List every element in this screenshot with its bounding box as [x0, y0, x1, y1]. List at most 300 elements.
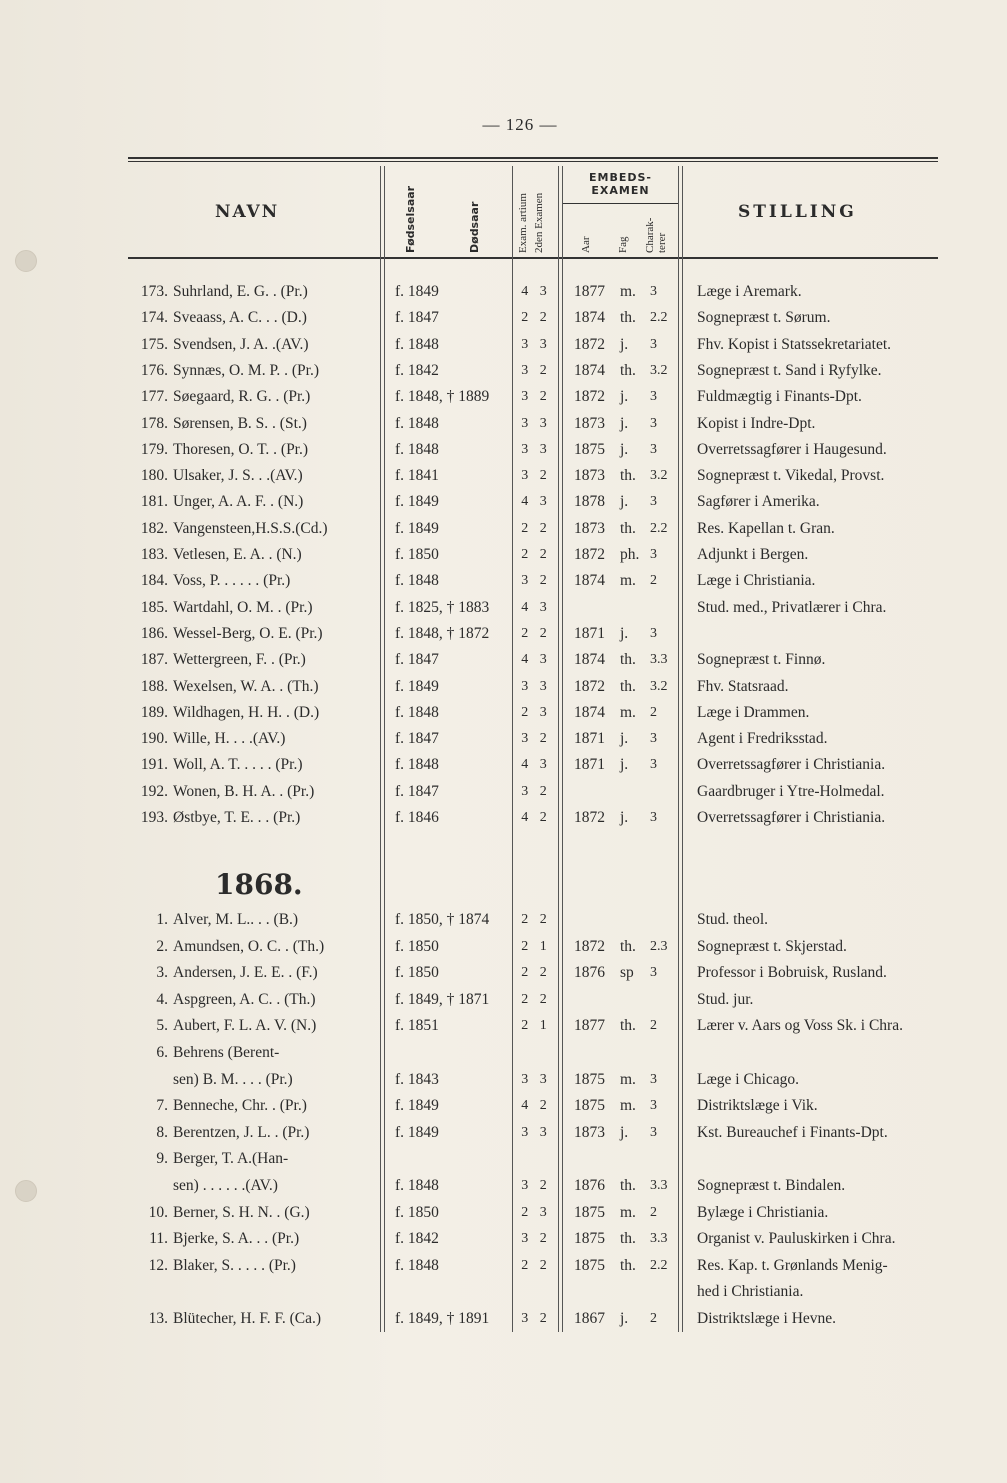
- table-row: [0, 463, 1007, 489]
- row-subject: th.: [620, 1177, 636, 1194]
- row-subject: sp: [620, 964, 634, 982]
- row-position: Stud. med., Privatlærer i Chra.: [697, 598, 887, 616]
- row-number: 11.: [149, 1230, 168, 1248]
- row-subject: th.: [620, 1017, 636, 1035]
- row-exam-grades: 3 2: [521, 362, 551, 378]
- row-exam-grades: 3 3: [521, 678, 551, 694]
- row-position: Distriktslæge i Vik.: [697, 1097, 818, 1115]
- table-row: [0, 595, 1007, 621]
- row-character: 3: [650, 965, 657, 981]
- row-subject: j.: [620, 1123, 629, 1141]
- header-charakterer: Charak- terer: [644, 217, 668, 253]
- header-fag: Fag: [617, 236, 629, 253]
- row-exam-grades: 2 1: [521, 1018, 551, 1034]
- row-character: 2.2: [650, 1257, 668, 1273]
- row-position: Stud. jur.: [697, 990, 754, 1008]
- table-row: [0, 1226, 1007, 1252]
- row-exam-year: 1872: [574, 388, 605, 406]
- row-name: Blaker, S. . . . . (Pr.): [173, 1256, 296, 1274]
- row-character: 3: [650, 1071, 657, 1087]
- row-name: Ulsaker, J. S. . .(AV.): [173, 467, 303, 485]
- row-position: Fuldmægtig i Finants-Dpt.: [697, 388, 862, 406]
- row-name: Bjerke, S. A. . . (Pr.): [173, 1230, 300, 1248]
- row-exam-year: 1872: [574, 809, 605, 826]
- row-subject: m.: [620, 1097, 636, 1115]
- row-name: Wartdahl, O. M. . (Pr.): [173, 598, 313, 616]
- row-number: 175.: [140, 335, 168, 353]
- row-position: Læge i Drammen.: [697, 703, 810, 721]
- row-name: Vetlesen, E. A. . (N.): [173, 546, 302, 563]
- row-number: 10.: [148, 1203, 168, 1221]
- row-position: Læge i Aremark.: [697, 283, 802, 300]
- row-position: Overretssagfører i Haugesund.: [697, 440, 887, 458]
- row-subject: m.: [620, 283, 636, 300]
- row-birth-death: f. 1847: [395, 651, 439, 669]
- row-subject: m.: [620, 1070, 636, 1088]
- row-exam-year: 1873: [574, 414, 605, 432]
- row-name: Alver, M. L.. . . (B.): [173, 911, 299, 928]
- row-character: 2.3: [650, 938, 668, 954]
- row-number: 186.: [140, 624, 168, 642]
- header-exam-artium: Exam. artium: [517, 193, 529, 253]
- row-exam-year: 1873: [574, 467, 605, 485]
- row-position: Adjunkt i Bergen.: [697, 546, 809, 563]
- row-exam-grades: 4 3: [521, 284, 551, 299]
- header-dodsaar: Dødsaar: [468, 201, 481, 253]
- section-year-title: 1868.: [215, 868, 303, 901]
- row-character: 2: [650, 1018, 657, 1034]
- row-birth-death: f. 1848: [395, 572, 439, 590]
- row-exam-grades: 2 2: [521, 310, 551, 326]
- row-birth-death: f. 1850, † 1874: [395, 911, 490, 928]
- table-row: [0, 489, 1007, 515]
- row-exam-grades: 3 2: [521, 731, 551, 747]
- row-subject: th.: [620, 651, 636, 669]
- row-birth-death: f. 1850: [395, 937, 439, 955]
- row-exam-year: 1876: [574, 1177, 605, 1194]
- row-position: Sognepræst t. Bindalen.: [697, 1177, 846, 1194]
- row-exam-year: 1874: [574, 651, 605, 669]
- row-birth-death: f. 1850: [395, 546, 439, 563]
- row-name: sen) . . . . . .(AV.): [173, 1177, 278, 1194]
- row-name: Wille, H. . . .(AV.): [173, 730, 286, 748]
- row-character: 3: [650, 494, 657, 510]
- header-stilling: STILLING: [738, 202, 857, 222]
- row-number: 179.: [140, 440, 168, 458]
- row-name: Wessel-Berg, O. E. (Pr.): [173, 624, 323, 642]
- table-row: [0, 1146, 1007, 1172]
- table-row: [0, 279, 1007, 305]
- row-number: 188.: [140, 677, 168, 695]
- row-position: Sognepræst t. Skjerstad.: [697, 937, 847, 955]
- row-exam-grades: 4 2: [521, 1098, 551, 1114]
- row-birth-death: f. 1843: [395, 1070, 439, 1088]
- row-birth-death: f. 1848: [395, 1256, 439, 1274]
- row-birth-death: f. 1846: [395, 809, 439, 826]
- row-birth-death: f. 1842: [395, 1230, 439, 1248]
- row-character: 3.2: [650, 362, 668, 378]
- table-row: [0, 752, 1007, 778]
- row-character: 2: [650, 1311, 657, 1326]
- table-row: [0, 384, 1007, 410]
- row-character: 3: [650, 389, 657, 405]
- row-subject: th.: [620, 1230, 636, 1248]
- row-exam-year: 1874: [574, 572, 605, 590]
- row-exam-year: 1875: [574, 1256, 605, 1274]
- row-number: 190.: [140, 730, 168, 748]
- row-number: 9.: [156, 1150, 168, 1168]
- table-row: [0, 1306, 1007, 1332]
- row-name: Søegaard, R. G. . (Pr.): [173, 388, 311, 406]
- row-exam-grades: 3 2: [521, 1231, 551, 1247]
- header-anden-examen: 2den Examen: [533, 192, 545, 253]
- row-birth-death: f. 1848: [395, 1177, 439, 1194]
- row-name: Benneche, Chr. . (Pr.): [173, 1097, 307, 1115]
- row-number: 3.: [156, 964, 168, 982]
- row-exam-year: 1871: [574, 756, 605, 774]
- table-row: [0, 934, 1007, 960]
- row-exam-grades: 3 2: [521, 783, 551, 799]
- table-row: [0, 621, 1007, 647]
- row-exam-grades: 2 2: [521, 547, 551, 562]
- row-number: 193.: [140, 809, 168, 826]
- row-name: sen) B. M. . . . (Pr.): [173, 1070, 293, 1088]
- row-exam-year: 1871: [574, 730, 605, 748]
- row-number: 182.: [140, 519, 168, 537]
- row-subject: th.: [620, 361, 636, 379]
- header-embeds-text: EMBEDS- EXAMEN: [589, 171, 652, 197]
- row-exam-year: 1872: [574, 546, 605, 563]
- row-number: 173.: [140, 283, 168, 300]
- row-exam-year: 1867: [574, 1310, 605, 1327]
- row-exam-grades: 2 2: [521, 1257, 551, 1273]
- punch-hole: [15, 250, 37, 272]
- row-birth-death: f. 1847: [395, 730, 439, 748]
- table-row: [0, 332, 1007, 358]
- row-subject: th.: [620, 309, 636, 327]
- row-birth-death: f. 1848: [395, 440, 439, 458]
- row-name: Wonen, B. H. A. . (Pr.): [173, 782, 315, 800]
- row-character: 3: [650, 625, 657, 641]
- row-subject: th.: [620, 1256, 636, 1274]
- row-number: 185.: [140, 598, 168, 616]
- row-position: Fhv. Kopist i Statssekretariatet.: [697, 335, 892, 353]
- row-birth-death: f. 1848: [395, 335, 439, 353]
- row-exam-year: 1871: [574, 624, 605, 642]
- row-subject: th.: [620, 519, 636, 537]
- row-subject: j.: [620, 414, 629, 432]
- row-name: Vangensteen,H.S.S.(Cd.): [173, 519, 328, 537]
- row-number: 183.: [140, 546, 168, 563]
- row-character: 3: [650, 415, 657, 431]
- row-character: 3.3: [650, 652, 668, 668]
- row-birth-death: f. 1849: [395, 677, 439, 695]
- row-name: Aspgreen, A. C. . (Th.): [173, 990, 316, 1008]
- row-number: 8.: [156, 1123, 168, 1141]
- row-subject: j.: [620, 388, 629, 406]
- table-row: [0, 987, 1007, 1013]
- row-number: 181.: [140, 493, 168, 511]
- row-name: Berentzen, J. L. . (Pr.): [173, 1123, 310, 1141]
- row-position: Overretssagfører i Christiania.: [697, 756, 886, 774]
- row-exam-year: 1874: [574, 361, 605, 379]
- row-number: 174.: [140, 309, 168, 327]
- row-number: 187.: [140, 651, 168, 669]
- row-birth-death: f. 1849, † 1891: [395, 1310, 490, 1327]
- row-number: 7.: [156, 1097, 168, 1115]
- row-exam-year: 1875: [574, 1070, 605, 1088]
- row-exam-grades: 2 1: [521, 938, 551, 954]
- row-name: Wildhagen, H. H. . (D.): [173, 703, 320, 721]
- table-row: [0, 779, 1007, 805]
- row-character: 3: [650, 1124, 657, 1140]
- row-number: 12.: [148, 1256, 168, 1274]
- row-number: 1.: [156, 911, 168, 928]
- row-subject: j.: [620, 1310, 629, 1327]
- row-name: Svendsen, J. A. .(AV.): [173, 335, 309, 353]
- row-birth-death: f. 1849: [395, 1123, 439, 1141]
- row-name: Østbye, T. E. . . (Pr.): [173, 809, 301, 826]
- row-position: Sognepræst t. Sørum.: [697, 309, 831, 327]
- row-exam-grades: 3 2: [521, 1311, 551, 1326]
- row-birth-death: f. 1848, † 1872: [395, 624, 490, 642]
- table-row: [0, 674, 1007, 700]
- row-birth-death: f. 1849: [395, 519, 439, 537]
- row-position: hed i Christiania.: [697, 1283, 804, 1301]
- row-position: Stud. theol.: [697, 911, 769, 928]
- row-exam-grades: 4 3: [521, 757, 551, 773]
- row-exam-year: 1874: [574, 309, 605, 327]
- row-birth-death: f. 1849: [395, 1097, 439, 1115]
- row-exam-year: 1873: [574, 1123, 605, 1141]
- row-character: 3.2: [650, 468, 668, 484]
- row-position: Distriktslæge i Hevne.: [697, 1310, 837, 1327]
- table-row: [0, 1253, 1007, 1279]
- row-exam-grades: 2 2: [521, 965, 551, 981]
- row-exam-grades: 2 3: [521, 1204, 551, 1220]
- row-exam-year: 1872: [574, 937, 605, 955]
- row-number: 192.: [140, 782, 168, 800]
- row-birth-death: f. 1849: [395, 283, 439, 300]
- table-row: [0, 305, 1007, 331]
- header-fodselsaar: Fødselsaar: [404, 185, 417, 253]
- row-birth-death: f. 1825, † 1883: [395, 598, 490, 616]
- row-birth-death: f. 1849: [395, 493, 439, 511]
- row-character: 3.3: [650, 1178, 668, 1193]
- row-character: 3: [650, 810, 657, 825]
- row-exam-grades: 3 2: [521, 1178, 551, 1193]
- row-subject: j.: [620, 624, 629, 642]
- row-subject: th.: [620, 937, 636, 955]
- row-exam-grades: 2 3: [521, 704, 551, 720]
- header-embeds-examen: [568, 171, 673, 197]
- row-position: Sognepræst t. Finnø.: [697, 651, 826, 669]
- row-birth-death: f. 1847: [395, 782, 439, 800]
- row-exam-grades: 4 2: [521, 810, 551, 825]
- row-exam-grades: 2 2: [521, 625, 551, 641]
- row-subject: th.: [620, 467, 636, 485]
- row-character: 2: [650, 573, 657, 589]
- row-exam-grades: 3 3: [521, 415, 551, 431]
- table-row: [0, 805, 1007, 831]
- row-position: Fhv. Statsraad.: [697, 677, 789, 695]
- row-exam-year: 1875: [574, 1097, 605, 1115]
- table-row: [0, 700, 1007, 726]
- row-position: Kopist i Indre-Dpt.: [697, 414, 816, 432]
- row-birth-death: f. 1848: [395, 414, 439, 432]
- row-number: 4.: [156, 990, 168, 1008]
- table-row: [0, 516, 1007, 542]
- row-number: 178.: [140, 414, 168, 432]
- table-row: [0, 907, 1007, 933]
- row-exam-year: 1877: [574, 1017, 605, 1035]
- row-character: 3: [650, 757, 657, 773]
- row-character: 3: [650, 441, 657, 457]
- table-row: [0, 568, 1007, 594]
- row-position: Res. Kap. t. Grønlands Menig-: [697, 1256, 888, 1274]
- row-name: Blütecher, H. F. F. (Ca.): [173, 1310, 321, 1327]
- row-exam-year: 1876: [574, 964, 605, 982]
- row-name: Wexelsen, W. A. . (Th.): [173, 677, 319, 695]
- row-position: Agent i Fredriksstad.: [697, 730, 828, 748]
- row-number: 191.: [140, 756, 168, 774]
- row-exam-year: 1872: [574, 677, 605, 695]
- table-row: [0, 1173, 1007, 1199]
- row-exam-grades: 2 2: [521, 991, 551, 1007]
- table-row: [0, 726, 1007, 752]
- row-character: 2: [650, 1204, 657, 1220]
- table-row: [0, 1040, 1007, 1066]
- row-number: 184.: [140, 572, 168, 590]
- row-position: Sognepræst t. Vikedal, Provst.: [697, 467, 885, 485]
- row-exam-year: 1875: [574, 440, 605, 458]
- row-exam-year: 1878: [574, 493, 605, 511]
- row-character: 2.2: [650, 310, 668, 326]
- row-name: Sørensen, B. S. . (St.): [173, 414, 307, 432]
- row-subject: j.: [620, 809, 629, 826]
- row-number: 5.: [156, 1017, 168, 1035]
- row-position: Sognepræst t. Sand i Ryfylke.: [697, 361, 882, 379]
- row-name: Thoresen, O. T. . (Pr.): [173, 440, 309, 458]
- table-row: [0, 1120, 1007, 1146]
- row-exam-grades: 3 3: [521, 441, 551, 457]
- table-row: [0, 1279, 1007, 1305]
- table-row: [0, 1067, 1007, 1093]
- row-exam-grades: 2 2: [521, 912, 551, 927]
- row-subject: j.: [620, 756, 629, 774]
- row-exam-year: 1875: [574, 1203, 605, 1221]
- row-number: 176.: [140, 361, 168, 379]
- row-birth-death: f. 1850: [395, 964, 439, 982]
- row-name: Voss, P. . . . . . (Pr.): [173, 572, 291, 590]
- row-birth-death: f. 1842: [395, 361, 439, 379]
- header-navn: NAVN: [215, 202, 280, 222]
- row-position: Professor i Bobruisk, Rusland.: [697, 964, 887, 982]
- row-number: 189.: [140, 703, 168, 721]
- table-row: [0, 542, 1007, 568]
- row-birth-death: f. 1848: [395, 703, 439, 721]
- row-character: 2: [650, 704, 657, 720]
- row-birth-death: f. 1847: [395, 309, 439, 327]
- row-character: 3.3: [650, 1231, 668, 1247]
- row-exam-grades: 4 3: [521, 494, 551, 510]
- table-row: [0, 1200, 1007, 1226]
- row-name: Berger, T. A.(Han-: [173, 1150, 289, 1168]
- row-birth-death: f. 1848, † 1889: [395, 388, 490, 406]
- row-birth-death: f. 1851: [395, 1017, 439, 1035]
- row-subject: j.: [620, 493, 629, 511]
- row-position: Kst. Bureauchef i Finants-Dpt.: [697, 1123, 888, 1141]
- row-position: Læge i Christiania.: [697, 572, 816, 590]
- row-exam-grades: 2 2: [521, 520, 551, 536]
- table-row: [0, 437, 1007, 463]
- embeds-subrule: [562, 203, 678, 204]
- row-character: 3: [650, 284, 657, 299]
- row-name: Sveaass, A. C. . . (D.): [173, 309, 307, 327]
- row-name: Synnæs, O. M. P. . (Pr.): [173, 361, 319, 379]
- row-position: Gaardbruger i Ytre-Holmedal.: [697, 782, 885, 800]
- row-subject: j.: [620, 335, 629, 353]
- row-exam-grades: 3 2: [521, 573, 551, 589]
- row-name: Aubert, F. L. A. V. (N.): [173, 1017, 317, 1035]
- table-row: [0, 411, 1007, 437]
- row-position: Lærer v. Aars og Voss Sk. i Chra.: [697, 1017, 903, 1035]
- row-character: 3: [650, 336, 657, 352]
- row-subject: m.: [620, 572, 636, 590]
- row-exam-year: 1875: [574, 1230, 605, 1248]
- row-character: 3: [650, 547, 657, 562]
- row-name: Amundsen, O. C. . (Th.): [173, 937, 325, 955]
- row-number: 180.: [140, 467, 168, 485]
- row-birth-death: f. 1849, † 1871: [395, 990, 490, 1008]
- row-exam-grades: 4 3: [521, 599, 551, 615]
- row-character: 2.2: [650, 520, 668, 536]
- header-bottom-rule: [128, 257, 938, 259]
- row-birth-death: f. 1841: [395, 467, 439, 485]
- table-row: [0, 1093, 1007, 1119]
- row-subject: j.: [620, 440, 629, 458]
- row-exam-grades: 3 2: [521, 389, 551, 405]
- row-position: Organist v. Pauluskirken i Chra.: [697, 1230, 896, 1248]
- page-number: — 126 —: [482, 115, 558, 134]
- row-name: Unger, A. A. F. . (N.): [173, 493, 304, 511]
- row-character: 3.2: [650, 678, 668, 694]
- row-character: 3: [650, 731, 657, 747]
- row-birth-death: f. 1848: [395, 756, 439, 774]
- row-exam-grades: 3 2: [521, 468, 551, 484]
- row-number: 177.: [140, 388, 168, 406]
- row-subject: m.: [620, 703, 636, 721]
- row-position: Bylæge i Christiania.: [697, 1203, 829, 1221]
- row-name: Woll, A. T. . . . . (Pr.): [173, 756, 303, 774]
- row-subject: th.: [620, 677, 636, 695]
- row-name: Berner, S. H. N. . (G.): [173, 1203, 310, 1221]
- row-character: 3: [650, 1098, 657, 1114]
- row-subject: ph.: [620, 546, 640, 563]
- row-exam-year: 1872: [574, 335, 605, 353]
- row-position: Overretssagfører i Christiania.: [697, 809, 886, 826]
- row-birth-death: f. 1850: [395, 1203, 439, 1221]
- row-position: Sagfører i Amerika.: [697, 493, 820, 511]
- header-top-rule-thin: [128, 161, 938, 162]
- row-position: Læge i Chicago.: [697, 1070, 800, 1088]
- row-subject: m.: [620, 1203, 636, 1221]
- header-aar: Aar: [580, 236, 592, 253]
- row-subject: j.: [620, 730, 629, 748]
- row-name: Wettergreen, F. . (Pr.): [173, 651, 306, 669]
- row-number: 2.: [156, 937, 168, 955]
- row-exam-year: 1877: [574, 283, 605, 300]
